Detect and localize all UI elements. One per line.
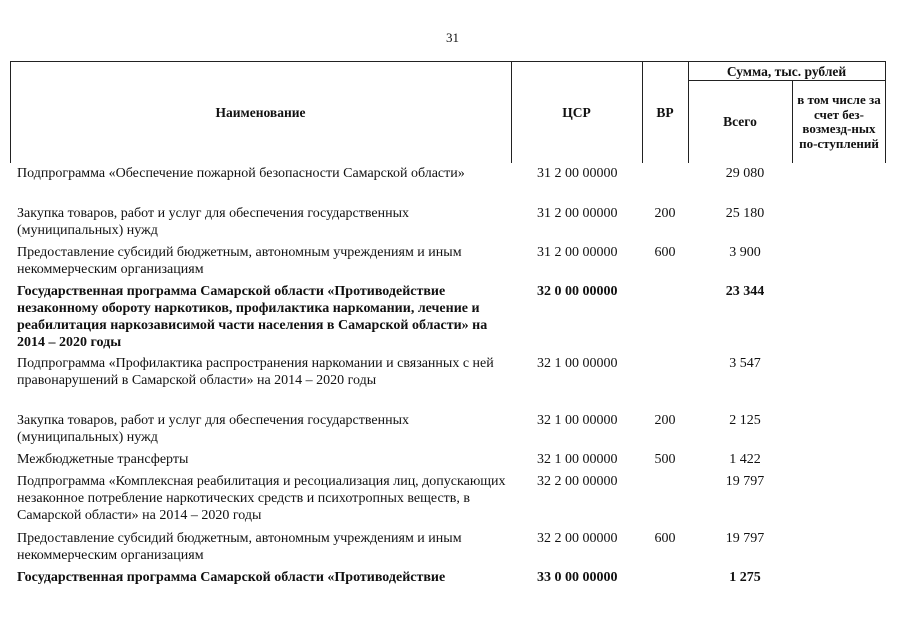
header-divider-total <box>792 80 793 163</box>
table-header <box>10 61 886 163</box>
header-border-right <box>885 62 886 163</box>
row-total: 19 797 <box>725 531 765 546</box>
header-sum-group: Сумма, тыс. рублей <box>726 63 847 79</box>
header-name: Наименование <box>215 105 306 120</box>
row-total: 23 344 <box>725 284 765 299</box>
row-vr: 500 <box>654 452 676 467</box>
row-total: 3 900 <box>729 245 761 260</box>
row-total: 2 125 <box>729 413 761 428</box>
row-csr: 32 2 00 00000 <box>537 474 618 489</box>
row-vr: 600 <box>654 245 676 260</box>
row-name: Государственная программа Самарской области «Противодействие <box>17 570 446 585</box>
row-total: 1 275 <box>729 570 761 585</box>
row-csr: 31 2 00 00000 <box>537 245 618 260</box>
header-csr: ЦСР <box>562 105 591 120</box>
row-name: Закупка товаров, работ и услуг для обеспечения государственных (муниципальных) нужд <box>17 413 410 445</box>
row-name: Предоставление субсидий бюджетным, автономным учреждениям и иным некоммерческим организациям <box>17 531 462 563</box>
row-total: 19 797 <box>725 474 765 489</box>
row-name: Подпрограмма «Комплексная реабилитация и ресоциализация лиц, допускающих незаконное потребление наркотических средств и психотропных веществ, в Самарской области» на 2014 – 2020 годы <box>17 474 506 523</box>
header-vr: ВР <box>656 105 674 120</box>
row-csr: 32 1 00 00000 <box>537 413 618 428</box>
row-csr: 32 1 00 00000 <box>537 452 618 467</box>
row-vr: 200 <box>654 413 676 428</box>
row-csr: 32 2 00 00000 <box>537 531 618 546</box>
row-csr: 31 2 00 00000 <box>537 166 618 181</box>
page-number: 31 <box>446 30 459 45</box>
row-vr: 600 <box>654 531 676 546</box>
row-csr: 32 0 00 00000 <box>537 284 618 299</box>
row-csr: 33 0 00 00000 <box>537 570 618 585</box>
row-name: Закупка товаров, работ и услуг для обеспечения государственных (муниципальных) нужд <box>17 206 410 238</box>
row-name: Подпрограмма «Профилактика распространения наркомании и связанных с ней правонарушений в Самарской области» на 2014 – 2020 годы <box>17 356 494 388</box>
row-total: 29 080 <box>725 166 765 181</box>
row-name: Государственная программа Самарской области «Противодействие незаконному обороту наркотиков, профилактика наркомании, лечение и реабилитация наркозависимой части населения в Самарской области» на 2014 – 2020 годы <box>17 284 488 350</box>
row-name: Подпрограмма «Обеспечение пожарной безопасности Самарской области» <box>17 166 465 181</box>
row-name: Предоставление субсидий бюджетным, автономным учреждениям и иным некоммерческим организациям <box>17 245 462 277</box>
header-including: в том числе за счет без-возмезд-ных по-ступлений <box>797 92 881 151</box>
row-total: 25 180 <box>725 206 765 221</box>
row-csr: 32 1 00 00000 <box>537 356 618 371</box>
row-name: Межбюджетные трансферты <box>17 452 189 467</box>
row-total: 1 422 <box>729 452 761 467</box>
header-total: Всего <box>723 114 757 129</box>
row-vr: 200 <box>654 206 676 221</box>
row-csr: 31 2 00 00000 <box>537 206 618 221</box>
row-total: 3 547 <box>729 356 761 371</box>
